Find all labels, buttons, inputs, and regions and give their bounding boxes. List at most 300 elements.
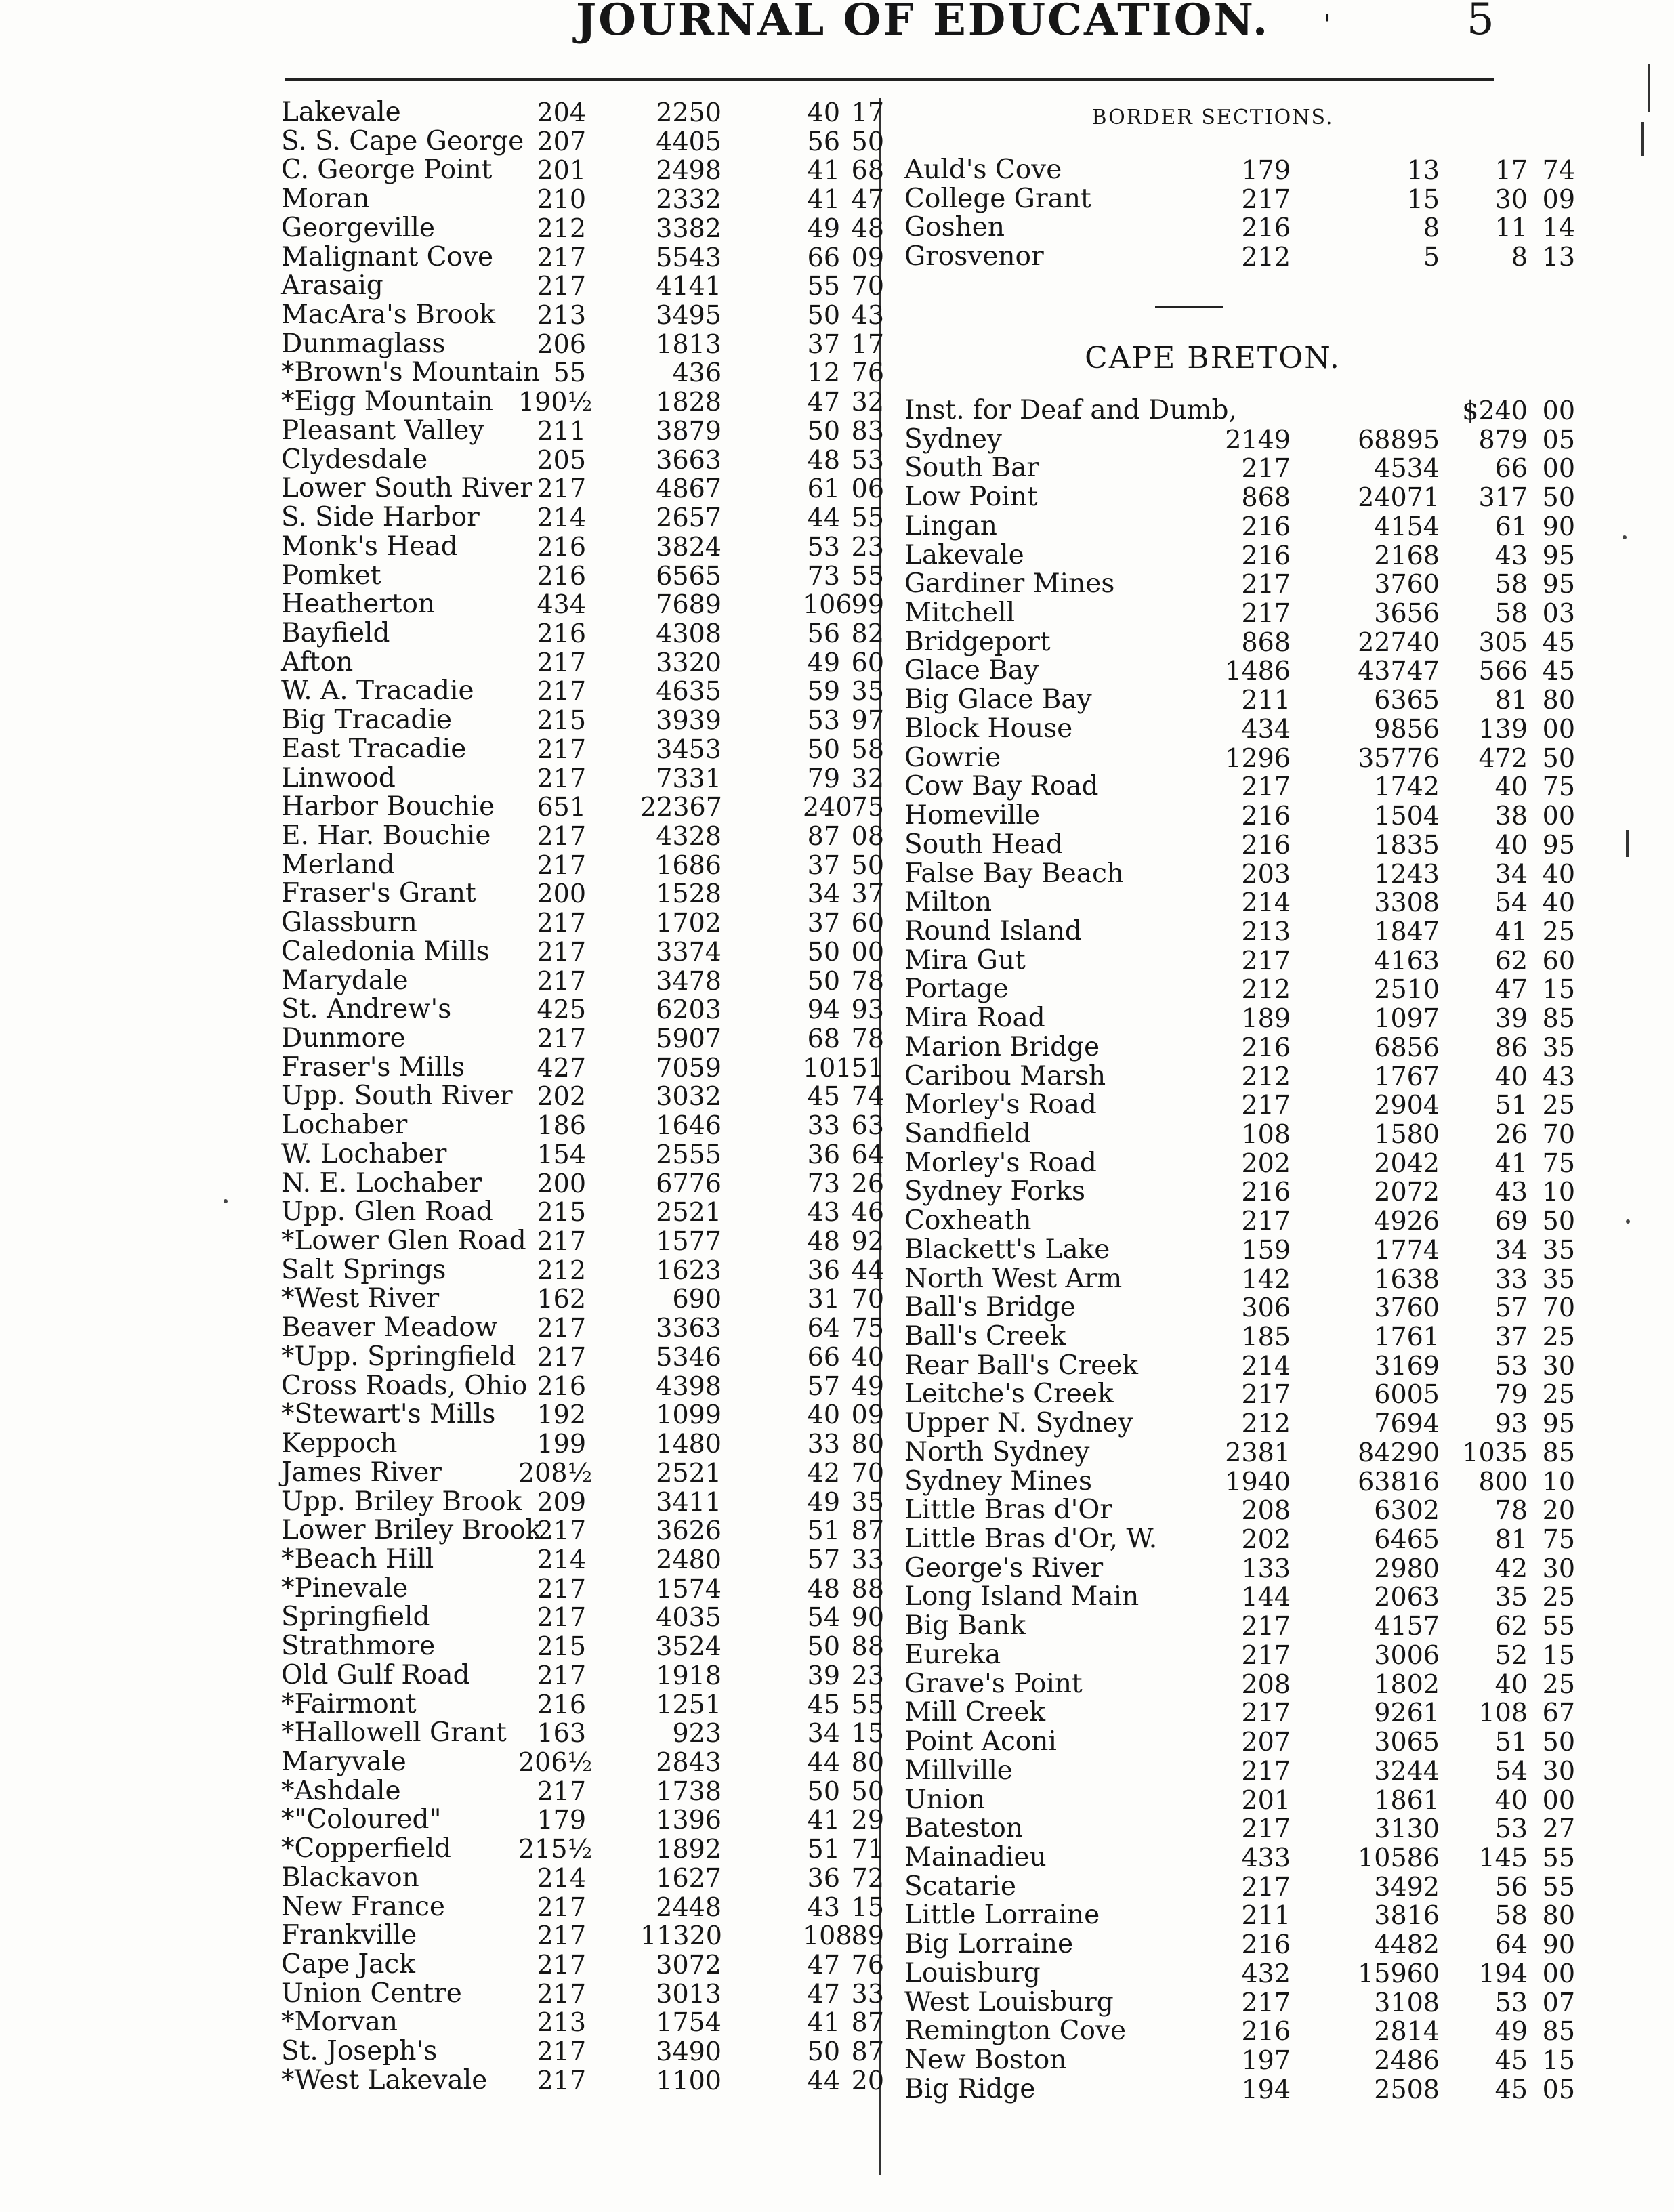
table-row [281, 1920, 884, 1951]
table-row [904, 1379, 1575, 1410]
school-name: Mira Gut [904, 944, 1026, 976]
dollars-value: 43 [807, 1197, 840, 1228]
school-name: Linwood [281, 762, 396, 793]
table-row [281, 1341, 884, 1372]
attendance-value: 6856 [1374, 1032, 1440, 1062]
school-name: Bridgeport [904, 626, 1051, 657]
dollars-value: 58 [1494, 569, 1528, 600]
days-value: 179 [537, 1805, 586, 1835]
days-value: 217 [1241, 1755, 1291, 1786]
school-name: Monk's Head [281, 530, 458, 562]
dollars-value: 53 [1494, 1814, 1528, 1844]
school-name: *Hallowell Grant [281, 1717, 507, 1749]
dollars-value: 52 [1494, 1640, 1528, 1670]
table-row [281, 1862, 884, 1893]
attendance-value: 6203 [656, 995, 721, 1025]
days-value: 214 [1241, 888, 1291, 918]
attendance-value: 22367 [640, 792, 722, 822]
dollars-value: 240 [803, 792, 852, 822]
school-name: *Fairmont [281, 1688, 417, 1719]
dollars-value: 56 [807, 126, 840, 156]
cents-value: 87 [851, 2037, 884, 2067]
table-row [281, 733, 884, 764]
table-row [281, 1949, 884, 1980]
cents-value: 17 [851, 329, 884, 359]
school-name: New Boston [904, 2044, 1067, 2075]
days-value: 209 [537, 1486, 586, 1517]
attendance-value: 3013 [656, 1978, 721, 2009]
days-value: 217 [537, 1950, 586, 1980]
table-row [281, 1804, 884, 1835]
cents-value: 55 [851, 503, 884, 533]
cents-value: 80 [851, 1429, 884, 1459]
cents-value: 85 [1542, 1437, 1575, 1467]
cents-value: 97 [851, 705, 884, 736]
table-row [904, 1610, 1575, 1642]
table-row [904, 1639, 1575, 1670]
attendance-value: 2555 [656, 1139, 721, 1169]
attendance-value: 7689 [656, 589, 721, 620]
school-name: Eureka [904, 1639, 1001, 1670]
dollars-value: 50 [807, 936, 840, 967]
table-row [904, 1147, 1575, 1178]
days-value: 217 [537, 676, 586, 707]
table-row [904, 154, 1575, 185]
dollars-value: 49 [1494, 2016, 1528, 2047]
dollars-value: 54 [807, 1602, 840, 1633]
table-row [904, 1929, 1575, 1960]
table-row [904, 684, 1575, 715]
school-name: *Ashdale [281, 1775, 401, 1806]
table-row [904, 1205, 1575, 1236]
cents-value: 15 [1542, 1640, 1575, 1670]
cents-value: 75 [1542, 772, 1575, 802]
table-row [281, 1167, 884, 1198]
dollars-value: 50 [807, 415, 840, 446]
cents-value: 35 [1542, 1264, 1575, 1294]
table-row [281, 965, 884, 996]
attendance-value: 2063 [1374, 1582, 1440, 1612]
dollars-value: 37 [807, 850, 840, 880]
attendance-value: 4867 [656, 474, 721, 504]
cents-value: 70 [851, 271, 884, 301]
days-value: 199 [537, 1429, 586, 1459]
table-row [281, 1631, 884, 1662]
cents-value: 00 [1542, 1958, 1575, 1988]
attendance-value: 68895 [1358, 424, 1440, 455]
attendance-value: 4405 [656, 126, 721, 156]
cents-value: 70 [851, 1284, 884, 1314]
cents-value: 35 [1542, 1234, 1575, 1265]
cents-value: 60 [851, 908, 884, 938]
cents-value: 50 [851, 850, 884, 880]
dollars-value: 47 [807, 387, 840, 417]
attendance-value: 63816 [1358, 1466, 1440, 1497]
dollars-value: 44 [807, 2065, 840, 2095]
cents-value: 27 [1542, 1814, 1575, 1844]
attendance-value: 923 [672, 1718, 721, 1749]
table-row [281, 212, 884, 243]
cents-value: 75 [1542, 1148, 1575, 1178]
table-row [904, 423, 1575, 455]
table-row [281, 675, 884, 707]
school-name: *Brown's Mountain [281, 357, 541, 388]
days-value: 208½ [518, 1457, 593, 1488]
days-value: 194 [1241, 2074, 1291, 2104]
cents-value: 55 [851, 560, 884, 591]
attendance-value: 3478 [656, 965, 721, 996]
dollars-value: 45 [807, 1689, 840, 1719]
school-name: Grosvenor [904, 241, 1044, 272]
dollars-value: 45 [807, 1081, 840, 1112]
school-name: St. Joseph's [281, 2036, 438, 2067]
school-name: Harbor Bouchie [281, 791, 495, 822]
cents-value: 35 [1542, 1032, 1575, 1062]
school-name: Dunmore [281, 1023, 406, 1053]
dollars-value: 472 [1478, 743, 1528, 773]
days-value: 201 [537, 155, 586, 186]
school-name: W. Lochaber [281, 1138, 447, 1169]
table-row [904, 713, 1575, 744]
attendance-value: 4482 [1374, 1929, 1440, 1960]
days-value: 217 [537, 936, 586, 967]
attendance-value: 1847 [1374, 916, 1440, 946]
dollars-value: 58 [1494, 598, 1528, 629]
cents-value: 33 [851, 1544, 884, 1574]
table-row [281, 1254, 884, 1285]
school-name: Union [904, 1784, 986, 1815]
dollars-value: 50 [807, 965, 840, 996]
attendance-value: 5 [1423, 242, 1440, 272]
table-row [281, 357, 884, 388]
cents-value: 32 [851, 387, 884, 417]
school-name: Pomket [281, 560, 381, 591]
school-name: Fraser's Grant [281, 878, 476, 909]
dollars-value: 42 [1494, 1553, 1528, 1583]
days-value: 217 [1241, 184, 1291, 214]
days-value: 216 [1241, 829, 1291, 860]
dollars-value: 33 [807, 1429, 840, 1459]
dollars-value: 800 [1478, 1466, 1528, 1497]
cents-value: 55 [1542, 1611, 1575, 1642]
school-name: Coxheath [904, 1205, 1032, 1236]
cents-value: 14 [1542, 213, 1575, 243]
cents-value: 44 [851, 1255, 884, 1285]
cents-value: 71 [851, 1834, 884, 1864]
days-value: 217 [537, 474, 586, 504]
cents-value: 75 [851, 792, 884, 822]
dollars-value: 26 [1494, 1119, 1528, 1149]
dollars-value: 66 [807, 242, 840, 272]
attendance-value: 1623 [656, 1255, 721, 1285]
school-name: Springfield [281, 1602, 430, 1633]
attendance-value: 1100 [656, 2065, 721, 2095]
dollars-value: 57 [1494, 1293, 1528, 1323]
attendance-value: 1580 [1374, 1119, 1440, 1149]
days-value: 216 [537, 1689, 586, 1719]
school-name: Leitche's Creek [904, 1379, 1114, 1410]
school-name: Union Centre [281, 1978, 462, 2009]
days-value: 1296 [1225, 743, 1291, 773]
cents-value: 25 [1542, 916, 1575, 946]
table-row [281, 1602, 884, 1633]
days-value: 206½ [518, 1747, 593, 1777]
school-name: Goshen [904, 212, 1005, 243]
school-name: West Louisburg [904, 1986, 1114, 2018]
attendance-value: 1761 [1374, 1322, 1440, 1352]
table-row [281, 502, 884, 533]
school-name: Beaver Meadow [281, 1312, 498, 1343]
table-row [904, 510, 1575, 541]
cents-value: 87 [851, 1516, 884, 1546]
table-row [281, 762, 884, 793]
dollars-value: 39 [807, 1660, 840, 1690]
table-row [281, 444, 884, 475]
dollars-value: 53 [807, 705, 840, 736]
days-value: 162 [537, 1284, 586, 1314]
table-row [281, 560, 884, 591]
days-value: 197 [1241, 2045, 1291, 2075]
cents-value: 74 [851, 1081, 884, 1112]
days-value: 214 [1241, 1350, 1291, 1381]
attendance-value: 3524 [656, 1631, 721, 1662]
cents-value: 95 [1542, 829, 1575, 860]
cents-value: 48 [851, 213, 884, 243]
attendance-value: 2510 [1374, 974, 1440, 1005]
attendance-value: 6465 [1374, 1524, 1440, 1555]
days-value: 201 [1241, 1785, 1291, 1815]
attendance-value: 3626 [656, 1516, 721, 1546]
cents-value: 00 [851, 936, 884, 967]
school-name: *Beach Hill [281, 1543, 434, 1574]
days-value: 212 [1241, 242, 1291, 272]
table-row [904, 742, 1575, 773]
days-value: 217 [537, 763, 586, 793]
dollars-value: 51 [807, 1516, 840, 1546]
attendance-value: 4308 [656, 618, 721, 648]
attendance-value: 3108 [1374, 1987, 1440, 2018]
days-value: 200 [537, 1168, 586, 1198]
school-name: Cow Bay Road [904, 771, 1099, 802]
table-row [281, 1833, 884, 1864]
days-value: 212 [1241, 1061, 1291, 1091]
school-name: Lower South River [281, 473, 532, 504]
table-row [281, 241, 884, 272]
dollars-value: 73 [807, 1168, 840, 1198]
attendance-value: 3169 [1374, 1350, 1440, 1381]
attendance-value: 1774 [1374, 1234, 1440, 1265]
dollars-value: 58 [1494, 1900, 1528, 1931]
school-name: Inst. for Deaf and Dumb, [904, 395, 1237, 425]
school-name: Upp. Glen Road [281, 1196, 493, 1228]
days-value: 213 [537, 300, 586, 331]
cents-value: 37 [851, 879, 884, 909]
attendance-value: 2072 [1374, 1177, 1440, 1207]
days-value: 217 [537, 965, 586, 996]
school-name: Afton [281, 646, 354, 677]
attendance-value: 1813 [656, 329, 721, 359]
table-row [281, 1775, 884, 1806]
cents-value: 17 [851, 98, 884, 127]
dollars-value: 45 [1494, 2074, 1528, 2104]
attendance-value: 3382 [656, 213, 721, 243]
dollars-value: 47 [807, 1978, 840, 2009]
days-value: 213 [1241, 916, 1291, 946]
dollars-value: 101 [803, 1052, 852, 1083]
school-name: Marion Bridge [904, 1031, 1100, 1062]
dollars-value: 41 [807, 1805, 840, 1835]
days-value: 215 [537, 1197, 586, 1228]
days-value: 212 [1241, 974, 1291, 1005]
days-value: 216 [1241, 1929, 1291, 1960]
cents-value: 53 [851, 444, 884, 475]
school-name: *Copperfield [281, 1833, 452, 1864]
days-value: 211 [1241, 685, 1291, 715]
attendance-value: 3411 [656, 1486, 721, 1517]
dollars-value: 54 [1494, 1755, 1528, 1786]
days-value: 217 [537, 1978, 586, 2009]
days-value: 868 [1241, 482, 1291, 513]
school-name: *Morvan [281, 2007, 398, 2038]
dollars-value: 30 [1494, 184, 1528, 214]
cents-value: 78 [851, 965, 884, 996]
school-name: W. A. Tracadie [281, 675, 474, 707]
table-row [904, 568, 1575, 600]
table-row [904, 1176, 1575, 1207]
attendance-value: 3006 [1374, 1640, 1440, 1670]
dollars-value: 66 [807, 1341, 840, 1372]
days-value: 217 [537, 242, 586, 272]
dollars-value: 305 [1478, 627, 1528, 657]
table-row [904, 1581, 1575, 1612]
table-row [904, 2044, 1575, 2075]
attendance-value: 1646 [656, 1110, 721, 1141]
table-row [281, 415, 884, 446]
attendance-value: 4035 [656, 1602, 721, 1633]
table-row [904, 1668, 1575, 1699]
cents-value: 95 [1542, 540, 1575, 570]
cape-breton-heading: CAPE BRETON. [1085, 341, 1341, 375]
school-name: Morley's Road [904, 1147, 1097, 1178]
table-row [281, 617, 884, 648]
attendance-value: 1638 [1374, 1264, 1440, 1294]
attendance-value: 1686 [656, 850, 721, 880]
attendance-value: 3453 [656, 734, 721, 764]
attendance-value: 24071 [1358, 482, 1440, 513]
attendance-value: 9261 [1374, 1698, 1440, 1728]
table-row [904, 800, 1575, 831]
table-row [904, 1031, 1575, 1062]
attendance-value: 5346 [656, 1341, 721, 1372]
school-name: Lingan [904, 510, 997, 541]
page-number: 5 [1467, 0, 1494, 45]
dollars-value: 48 [807, 444, 840, 475]
table-row [904, 1755, 1575, 1786]
cents-value: 68 [851, 155, 884, 186]
attendance-value: 2332 [656, 184, 721, 215]
days-value: 190½ [518, 387, 593, 417]
table-row [904, 1234, 1575, 1265]
table-row [281, 1978, 884, 2009]
dollars-value: 34 [807, 879, 840, 909]
cents-value: 46 [851, 1197, 884, 1228]
dollars-value: 42 [807, 1457, 840, 1488]
table-row [904, 1552, 1575, 1583]
dollars-value: 41 [807, 155, 840, 186]
attendance-value: 690 [672, 1284, 721, 1314]
cents-value: 95 [1542, 1408, 1575, 1439]
days-value: 108 [1241, 1119, 1291, 1149]
dollars-value: 139 [1478, 713, 1528, 744]
days-value: 217 [1241, 1698, 1291, 1728]
attendance-value: 1738 [656, 1776, 721, 1806]
cents-value: 75 [1542, 1524, 1575, 1555]
dollars-value: 33 [807, 1110, 840, 1141]
days-value: 217 [537, 1660, 586, 1690]
school-name: MacAra's Brook [281, 299, 496, 331]
cents-value: 92 [851, 1226, 884, 1257]
cents-value: 09 [851, 1400, 884, 1430]
attendance-value: 1528 [656, 879, 721, 909]
dollars-value: 87 [807, 820, 840, 851]
cents-value: 00 [1542, 713, 1575, 744]
school-name: Sydney Mines [904, 1465, 1092, 1497]
table-row [904, 1697, 1575, 1728]
cents-value: 25 [1542, 1322, 1575, 1352]
cents-value: 29 [851, 1805, 884, 1835]
cents-value: 50 [851, 126, 884, 156]
dollars-value: 54 [1494, 888, 1528, 918]
table-row [904, 915, 1575, 946]
days-value: 868 [1241, 627, 1291, 657]
dollars-value: 40 [1494, 1669, 1528, 1699]
cents-value: 80 [1542, 685, 1575, 715]
days-value: 217 [1241, 1379, 1291, 1410]
table-row [281, 1428, 884, 1459]
attendance-value: 6565 [656, 560, 721, 591]
table-row [904, 1841, 1575, 1873]
dollars-value: $240 [1462, 396, 1528, 425]
cents-value: 72 [851, 1862, 884, 1893]
attendance-value: 1243 [1374, 858, 1440, 889]
cents-value: 25 [1542, 1379, 1575, 1410]
school-name: Arasaig [281, 270, 383, 301]
stray-dot [1623, 535, 1627, 539]
attendance-value: 3130 [1374, 1814, 1440, 1844]
table-row [281, 791, 884, 822]
attendance-value: 2486 [1374, 2045, 1440, 2075]
attendance-value: 3320 [656, 647, 721, 677]
days-value: 217 [537, 1341, 586, 1372]
header-rule [285, 78, 1494, 81]
dollars-value: 41 [1494, 916, 1528, 946]
table-row [904, 1465, 1575, 1497]
school-name: Sydney Forks [904, 1176, 1086, 1207]
school-name: Keppoch [281, 1428, 398, 1459]
table-row [904, 1986, 1575, 2018]
attendance-value: 1767 [1374, 1061, 1440, 1091]
table-row [281, 1226, 884, 1257]
attendance-value: 7059 [656, 1052, 721, 1083]
days-value: 202 [1241, 1148, 1291, 1178]
table-row [281, 1312, 884, 1343]
school-name: Pleasant Valley [281, 415, 484, 446]
cents-value: 30 [1542, 1755, 1575, 1786]
dollars-value: 66 [1494, 453, 1528, 484]
attendance-value: 1918 [656, 1660, 721, 1690]
school-name: Little Lorraine [904, 1900, 1100, 1931]
days-value: 216 [1241, 1177, 1291, 1207]
